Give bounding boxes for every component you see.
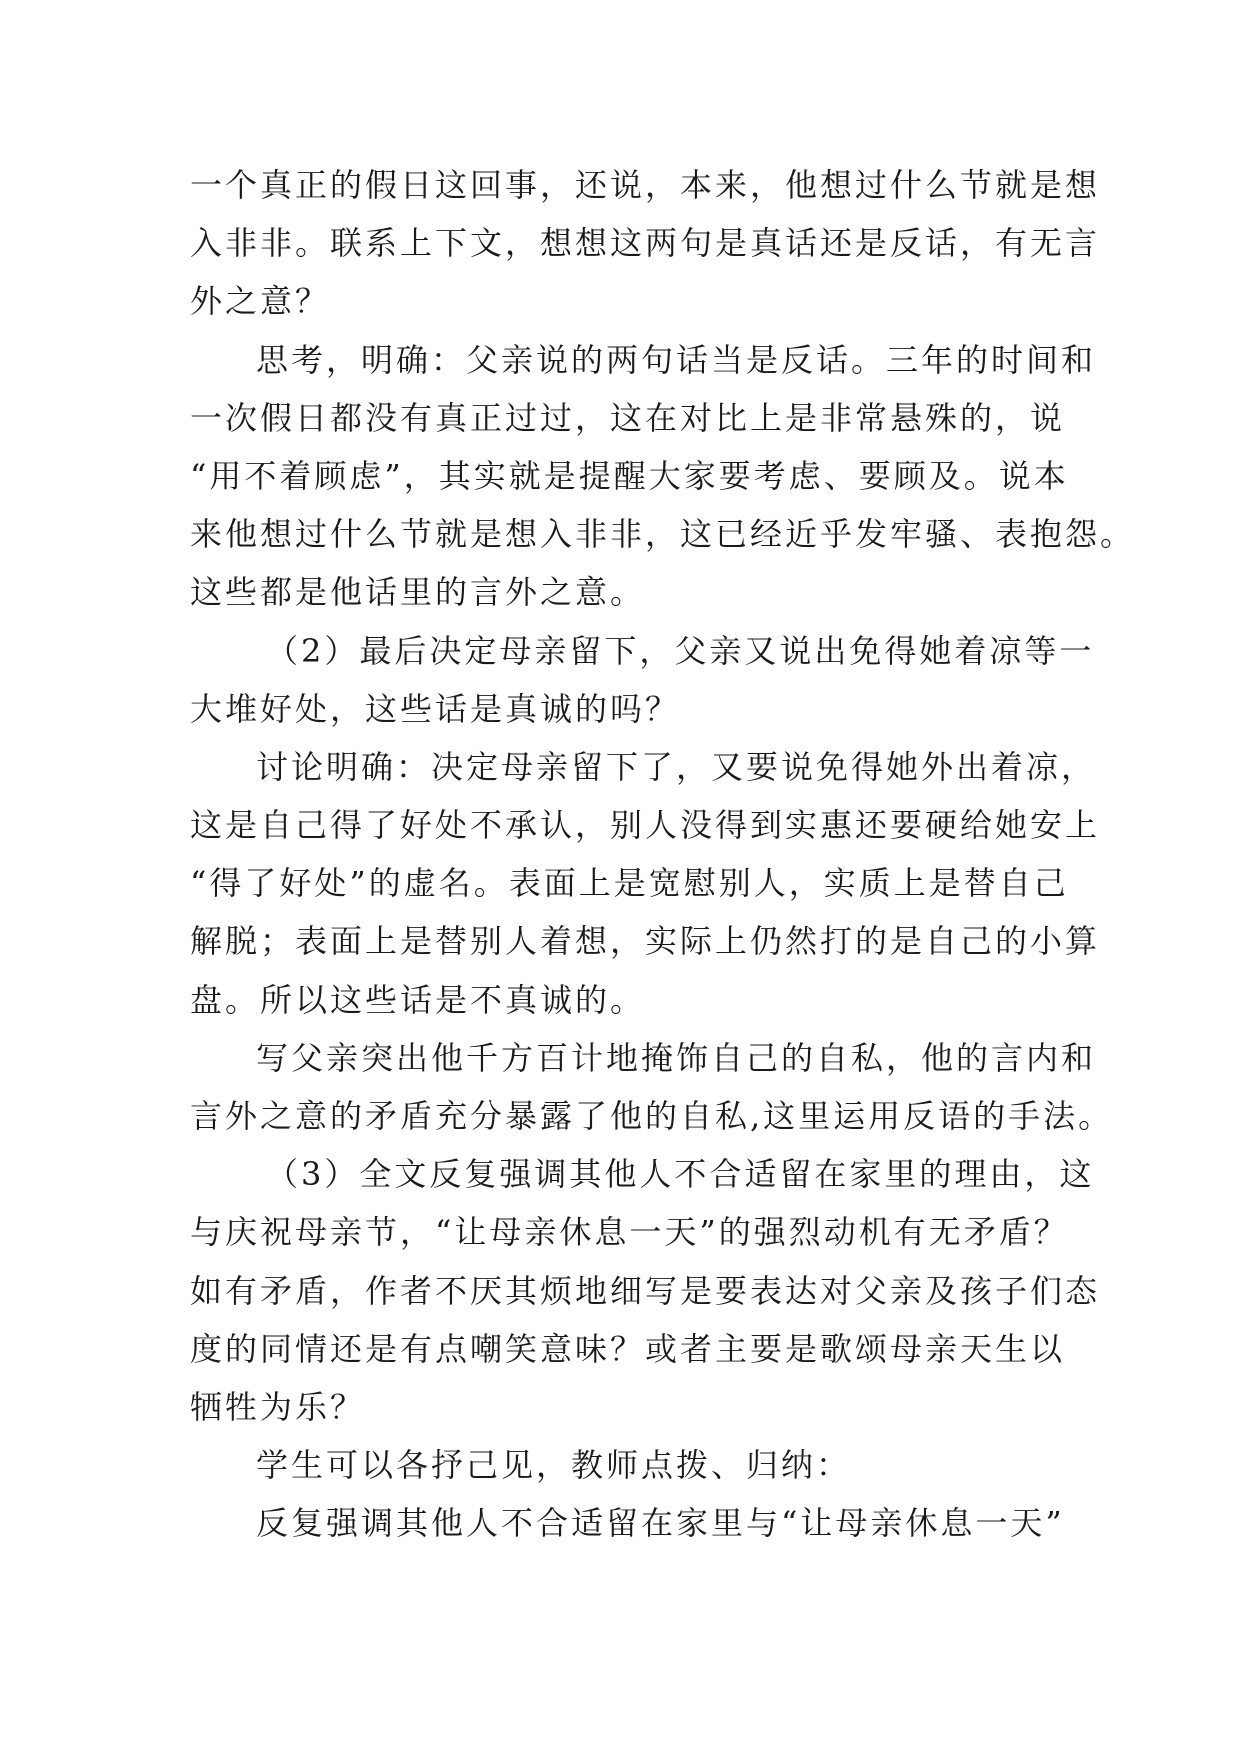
text-line: 写父亲突出他千方百计地掩饰自己的自私，他的言内和 [256, 1038, 1097, 1077]
text-line: 一个真正的假日这回事，还说，本来，他想过什么节就是想 [190, 166, 1101, 204]
text-line: 学生可以各抒己见，教师点拨、归纳： [256, 1446, 852, 1485]
text-line: 解脱；表面上是替别人着想，实际上仍然打的是自己的小算 [190, 922, 1101, 961]
text-line: 度的同情还是有点嘲笑意味？或者主要是歌颂母亲天生以 [190, 1329, 1066, 1368]
text-line: 入非非。联系上下文，想想这两句是真话还是反话，有无言 [190, 224, 1101, 263]
text-line: 反复强调其他人不合适留在家里与“让母亲休息一天” [256, 1504, 1065, 1543]
text-line: 言外之意的矛盾充分暴露了他的自私,这里运用反语的手法。 [190, 1097, 1114, 1135]
text-line: 牺牲为乐？ [190, 1387, 366, 1426]
text-line: 一次假日都没有真正过过，这在对比上是非常悬殊的，说 [190, 398, 1066, 437]
question-heading: （3）全文反复强调其他人不合适留在家里的理由，这 [266, 1155, 1095, 1194]
text-line: 外之意？ [190, 282, 331, 321]
text-line: 如有矛盾，作者不厌其烦地细写是要表达对父亲及孩子们态 [190, 1271, 1101, 1310]
text-line: “得了好处”的虚名。表面上是宽慰别人，实质上是替自己 [190, 864, 1069, 903]
text-line: 这些都是他话里的言外之意。 [190, 573, 646, 612]
text-line: “用不着顾虑”，其实就是提醒大家要考虑、要顾及。说本 [190, 456, 1069, 495]
body-text [190, 156, 1136, 1553]
question-heading: （2）最后决定母亲留下，父亲又说出免得她着凉等一 [266, 631, 1095, 670]
text-line: 盘。所以这些话是不真诚的。 [190, 980, 646, 1019]
text-line: 与庆祝母亲节，“让母亲休息一天”的强烈动机有无矛盾？ [190, 1213, 1069, 1252]
text-line: 讨论明确：决定母亲留下了，又要说免得她外出着凉， [256, 747, 1097, 786]
text-line: 来他想过什么节就是想入非非，这已经近乎发牢骚、表抱怨。 [190, 515, 1136, 554]
text-line: 这是自己得了好处不承认，别人没得到实惠还要硬给她安上 [190, 806, 1101, 845]
text-line: 大堆好处，这些话是真诚的吗？ [190, 689, 681, 728]
text-line: 思考，明确：父亲说的两句话当是反话。三年的时间和 [256, 340, 1097, 379]
